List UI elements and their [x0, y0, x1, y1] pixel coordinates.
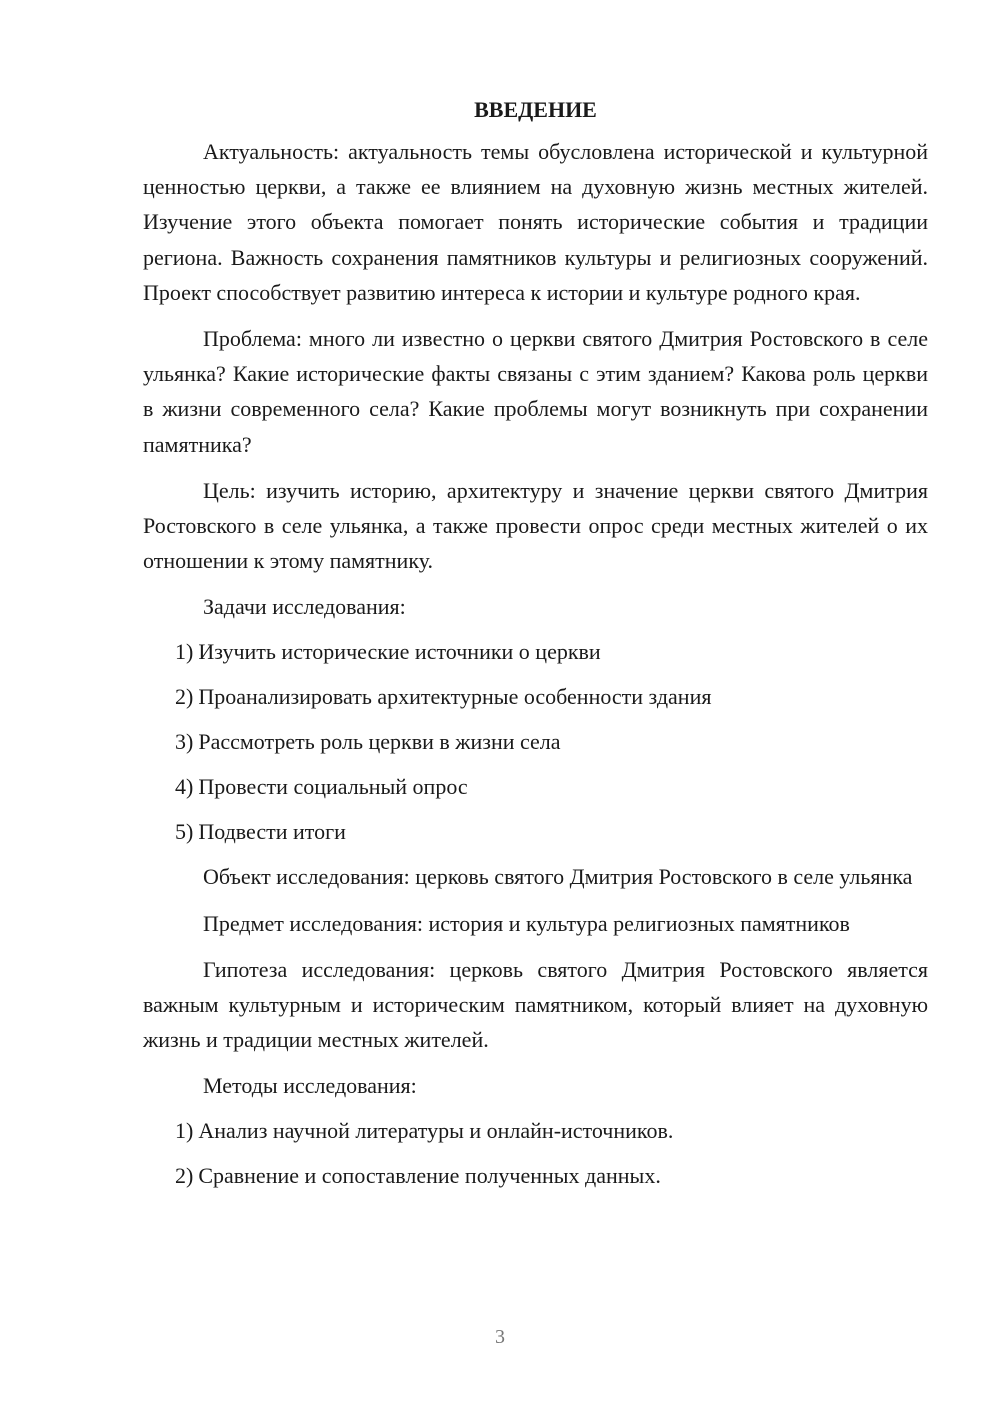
hypothesis-paragraph: Гипотеза исследования: церковь святого Дмитрия Ростовского является важным культурным и историческим памятником, который влияет на духовную жизнь и традиции местных жителей. [143, 956, 928, 1053]
problem-paragraph: Проблема: много ли известно о церкви святого Дмитрия Ростовского в селе ульянка? Какие исторические факты связаны с этим зданием? Какова роль церкви в жизни современного села? Какие проблемы могут возникнуть при сохранении памятника? [143, 326, 928, 457]
tasks-heading: Задачи исследования: [203, 594, 406, 620]
list-item [143, 1158, 928, 1193]
relevance-paragraph: Актуальность: актуальность темы обусловлена исторической и культурной ценностью церкви, а также ее влиянием на духовную жизнь местных жителей. Изучение этого объекта помогает понять исторические события и традиции региона. Важность сохранения памятников культуры и религиозных сооружений. Проект способствует развитию интереса к истории и культуре родного края. [143, 139, 928, 305]
list-item-number: 4) [175, 774, 194, 800]
list-item [143, 1113, 928, 1148]
list-item-number: 2) [175, 1163, 194, 1189]
list-item-number: 5) [175, 819, 194, 845]
object-paragraph: Объект исследования: церковь святого Дмитрия Ростовского в селе ульянка [203, 864, 913, 890]
subject-paragraph: Предмет исследования: история и культура религиозных памятников [203, 910, 850, 936]
page-number: 3 [495, 1326, 505, 1348]
list-item-text: Проанализировать архитектурные особенности здания [198, 684, 712, 710]
methods-list [143, 1113, 928, 1193]
document-page [143, 92, 928, 1203]
list-item-text: Анализ научной литературы и онлайн-источников. [198, 1118, 674, 1144]
list-item-number: 2) [175, 684, 194, 710]
list-item-text: Рассмотреть роль церкви в жизни села [198, 729, 561, 755]
list-item-text: Сравнение и сопоставление полученных данных. [198, 1163, 661, 1189]
list-item-text: Изучить исторические источники о церкви [198, 639, 601, 665]
list-item [143, 679, 928, 714]
list-item [143, 724, 928, 759]
section-title: ВВЕДЕНИЕ [474, 97, 597, 122]
list-item-number: 3) [175, 729, 194, 755]
tasks-list [143, 634, 928, 849]
list-item-text: Провести социальный опрос [198, 774, 468, 800]
methods-heading: Методы исследования: [203, 1073, 417, 1099]
list-item-number: 1) [175, 1118, 194, 1144]
goal-paragraph: Цель: изучить историю, архитектуру и значение церкви святого Дмитрия Ростовского в селе ульянка, а также провести опрос среди местных жителей о их отношении к этому памятнику. [143, 477, 928, 574]
list-item [143, 634, 928, 669]
list-item [143, 814, 928, 849]
list-item-number: 1) [175, 639, 194, 665]
list-item-text: Подвести итоги [198, 819, 346, 845]
list-item [143, 769, 928, 804]
